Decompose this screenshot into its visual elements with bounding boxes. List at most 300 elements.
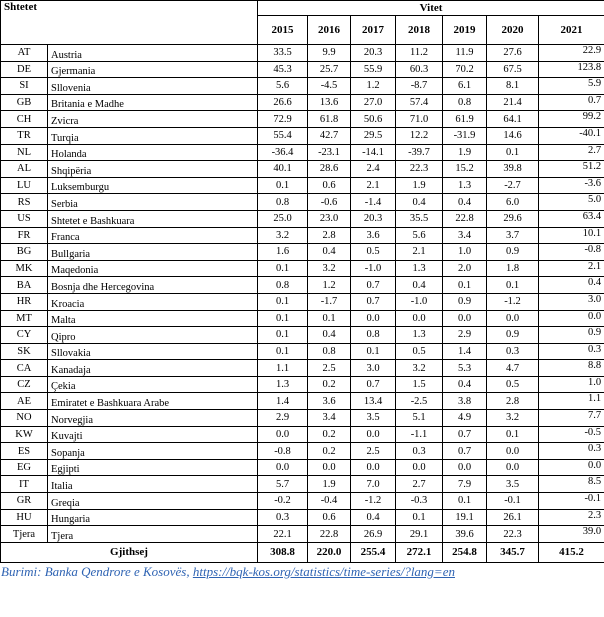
country-code: AL (1, 161, 48, 178)
value-cell: 0.7 (443, 426, 487, 443)
source-note (0, 563, 604, 580)
value-cell: -1.2 (487, 293, 539, 310)
value-cell: -23.1 (308, 144, 351, 161)
total-value-cell: 308.8 (258, 542, 308, 562)
value-cell: 7.9 (443, 476, 487, 493)
country-code: ES (1, 443, 48, 460)
value-cell: 0.2 (308, 426, 351, 443)
value-cell: 0.0 (443, 310, 487, 327)
value-cell: 1.9 (308, 476, 351, 493)
value-cell: 22.3 (487, 526, 539, 543)
value-cell: 1.9 (396, 177, 443, 194)
value-cell: 0.1 (308, 310, 351, 327)
total-value-cell: 272.1 (396, 542, 443, 562)
value-cell: 1.4 (443, 343, 487, 360)
value-cell: 11.2 (396, 45, 443, 62)
value-cell: 22.8 (308, 526, 351, 543)
value-cell: 0.0 (351, 310, 396, 327)
country-name: Sllovakia (48, 343, 258, 360)
country-name: Shqipëria (48, 161, 258, 178)
value-cell: -8.7 (396, 78, 443, 95)
country-code: KW (1, 426, 48, 443)
value-cell: -0.8 (539, 244, 604, 261)
value-cell: 3.6 (351, 227, 396, 244)
value-cell: 0.9 (487, 244, 539, 261)
value-cell: 21.4 (487, 94, 539, 111)
value-cell: 8.1 (487, 78, 539, 95)
value-cell: 0.7 (539, 94, 604, 111)
table-row (1, 327, 604, 344)
value-cell: 0.2 (308, 376, 351, 393)
value-cell: 2.7 (539, 144, 604, 161)
country-name: Tjera (48, 526, 258, 543)
value-cell: 57.4 (396, 94, 443, 111)
value-cell: 0.1 (258, 293, 308, 310)
total-value-cell: 220.0 (308, 542, 351, 562)
table-row (1, 509, 604, 526)
value-cell: -4.5 (308, 78, 351, 95)
value-cell: 61.9 (443, 111, 487, 128)
total-value-cell: 415.2 (539, 542, 604, 562)
value-cell: 3.2 (396, 360, 443, 377)
value-cell: 2.1 (396, 244, 443, 261)
value-cell: 40.1 (258, 161, 308, 178)
value-cell: 0.9 (539, 327, 604, 344)
value-cell: 60.3 (396, 61, 443, 78)
table-row (1, 459, 604, 476)
value-cell: -2.5 (396, 393, 443, 410)
value-cell: 0.1 (487, 426, 539, 443)
value-cell: 6.1 (443, 78, 487, 95)
country-name: Qipro (48, 327, 258, 344)
value-cell: 1.1 (539, 393, 604, 410)
country-code: NO (1, 410, 48, 427)
value-cell: 27.6 (487, 45, 539, 62)
country-name: Bullgaria (48, 244, 258, 261)
year-header: 2017 (351, 16, 396, 45)
value-cell: 50.6 (351, 111, 396, 128)
value-cell: 11.9 (443, 45, 487, 62)
value-cell: 27.0 (351, 94, 396, 111)
value-cell: 0.1 (258, 310, 308, 327)
value-cell: 0.0 (308, 459, 351, 476)
value-cell: 0.9 (443, 293, 487, 310)
value-cell: -0.3 (396, 493, 443, 510)
country-name: Çekia (48, 376, 258, 393)
table-row (1, 78, 604, 95)
source-link[interactable]: https://bqk-kos.org/statistics/time-series/?lang=en (192, 563, 455, 579)
value-cell: 26.1 (487, 509, 539, 526)
value-cell: 22.8 (443, 210, 487, 227)
country-code: FR (1, 227, 48, 244)
value-cell: -1.2 (351, 493, 396, 510)
country-code: MT (1, 310, 48, 327)
value-cell: 20.3 (351, 45, 396, 62)
value-cell: 0.0 (396, 310, 443, 327)
value-cell: 0.6 (308, 177, 351, 194)
value-cell: 0.0 (539, 459, 604, 476)
value-cell: 13.4 (351, 393, 396, 410)
value-cell: 5.6 (258, 78, 308, 95)
value-cell: -1.0 (396, 293, 443, 310)
table-row (1, 144, 604, 161)
value-cell: 15.2 (443, 161, 487, 178)
value-cell: 0.1 (443, 493, 487, 510)
table-body (1, 45, 604, 563)
country-code: EG (1, 459, 48, 476)
country-name: Bosnja dhe Hercegovina (48, 277, 258, 294)
value-cell: 2.9 (258, 410, 308, 427)
country-code: GR (1, 493, 48, 510)
value-cell: 70.2 (443, 61, 487, 78)
value-cell: -1.1 (396, 426, 443, 443)
table-row (1, 227, 604, 244)
value-cell: -40.1 (539, 127, 604, 144)
value-cell: 0.1 (258, 327, 308, 344)
value-cell: 0.0 (487, 310, 539, 327)
country-code: RS (1, 194, 48, 211)
value-cell: -0.4 (308, 493, 351, 510)
country-column-header: Shtetet (1, 1, 258, 45)
table-row (1, 61, 604, 78)
value-cell: 3.5 (487, 476, 539, 493)
value-cell: 0.4 (443, 376, 487, 393)
value-cell: 3.2 (308, 260, 351, 277)
value-cell: 0.8 (258, 194, 308, 211)
country-code: SK (1, 343, 48, 360)
country-name: Shtetet e Bashkuara (48, 210, 258, 227)
value-cell: 0.0 (539, 310, 604, 327)
value-cell: 2.8 (308, 227, 351, 244)
country-code: CA (1, 360, 48, 377)
value-cell: 64.1 (487, 111, 539, 128)
value-cell: 0.2 (308, 443, 351, 460)
year-header: 2018 (396, 16, 443, 45)
value-cell: 0.7 (443, 443, 487, 460)
value-cell: 55.4 (258, 127, 308, 144)
table-row (1, 260, 604, 277)
country-code: NL (1, 144, 48, 161)
value-cell: 1.2 (308, 277, 351, 294)
country-name: Franca (48, 227, 258, 244)
table-row (1, 111, 604, 128)
value-cell: 71.0 (396, 111, 443, 128)
value-cell: -0.6 (308, 194, 351, 211)
value-cell: -2.7 (487, 177, 539, 194)
value-cell: 0.7 (351, 376, 396, 393)
table-row (1, 493, 604, 510)
value-cell: 63.4 (539, 210, 604, 227)
year-header: 2015 (258, 16, 308, 45)
value-cell: 10.1 (539, 227, 604, 244)
value-cell: 22.1 (258, 526, 308, 543)
value-cell: 2.7 (396, 476, 443, 493)
value-cell: 0.4 (396, 277, 443, 294)
country-name: Kroacia (48, 293, 258, 310)
country-name: Hungaria (48, 509, 258, 526)
value-cell: 5.1 (396, 410, 443, 427)
table-row (1, 376, 604, 393)
country-name: Sopanja (48, 443, 258, 460)
country-name: Gjermania (48, 61, 258, 78)
value-cell: 39.8 (487, 161, 539, 178)
value-cell: 0.1 (258, 260, 308, 277)
country-name: Egjipti (48, 459, 258, 476)
value-cell: 2.3 (539, 509, 604, 526)
value-cell: -0.8 (258, 443, 308, 460)
value-cell: 3.2 (258, 227, 308, 244)
total-row (1, 542, 604, 562)
value-cell: 3.8 (443, 393, 487, 410)
value-cell: 3.6 (308, 393, 351, 410)
value-cell: 4.7 (487, 360, 539, 377)
value-cell: 0.8 (308, 343, 351, 360)
country-code: BG (1, 244, 48, 261)
country-code: GB (1, 94, 48, 111)
country-code: CY (1, 327, 48, 344)
country-code: LU (1, 177, 48, 194)
value-cell: 5.7 (258, 476, 308, 493)
value-cell: 0.1 (258, 177, 308, 194)
country-name: Italia (48, 476, 258, 493)
table-row (1, 443, 604, 460)
value-cell: 0.7 (351, 293, 396, 310)
value-cell: 42.7 (308, 127, 351, 144)
table-row (1, 293, 604, 310)
country-code: IT (1, 476, 48, 493)
value-cell: -0.2 (258, 493, 308, 510)
value-cell: 6.0 (487, 194, 539, 211)
value-cell: 61.8 (308, 111, 351, 128)
value-cell: -1.0 (351, 260, 396, 277)
table-row (1, 277, 604, 294)
value-cell: 1.8 (487, 260, 539, 277)
country-name: Serbia (48, 194, 258, 211)
value-cell: 0.0 (258, 459, 308, 476)
value-cell: 1.3 (396, 327, 443, 344)
value-cell: 8.8 (539, 360, 604, 377)
year-header: 2019 (443, 16, 487, 45)
value-cell: 22.9 (539, 45, 604, 62)
value-cell: 72.9 (258, 111, 308, 128)
table-row (1, 410, 604, 427)
country-name: Zvicra (48, 111, 258, 128)
value-cell: 0.3 (539, 443, 604, 460)
value-cell: 1.1 (258, 360, 308, 377)
value-cell: 20.3 (351, 210, 396, 227)
value-cell: 0.3 (396, 443, 443, 460)
value-cell: 0.4 (351, 509, 396, 526)
value-cell: 5.9 (539, 78, 604, 95)
value-cell: 29.5 (351, 127, 396, 144)
total-value-cell: 255.4 (351, 542, 396, 562)
value-cell: 5.0 (539, 194, 604, 211)
table-row (1, 310, 604, 327)
value-cell: -36.4 (258, 144, 308, 161)
table-row (1, 210, 604, 227)
value-cell: 0.0 (443, 459, 487, 476)
value-cell: 0.5 (396, 343, 443, 360)
table-row (1, 45, 604, 62)
country-code: CH (1, 111, 48, 128)
year-header: 2016 (308, 16, 351, 45)
value-cell: 25.7 (308, 61, 351, 78)
value-cell: 0.4 (308, 244, 351, 261)
value-cell: 0.3 (539, 343, 604, 360)
value-cell: 0.3 (487, 343, 539, 360)
country-name: Britania e Madhe (48, 94, 258, 111)
value-cell: 0.1 (443, 277, 487, 294)
country-code: TR (1, 127, 48, 144)
table-row (1, 343, 604, 360)
value-cell: 0.5 (487, 376, 539, 393)
country-name: Emiratet e Bashkuara Arabe (48, 393, 258, 410)
value-cell: 1.0 (539, 376, 604, 393)
country-name: Norvegjia (48, 410, 258, 427)
country-code: Tjera (1, 526, 48, 543)
table-row (1, 161, 604, 178)
country-code: US (1, 210, 48, 227)
value-cell: 0.0 (396, 459, 443, 476)
table-row (1, 393, 604, 410)
value-cell: 1.3 (396, 260, 443, 277)
value-cell: 3.0 (351, 360, 396, 377)
value-cell: 0.0 (351, 459, 396, 476)
value-cell: 0.0 (258, 426, 308, 443)
years-group-header: Vitet (258, 1, 604, 16)
country-code: AE (1, 393, 48, 410)
value-cell: 23.0 (308, 210, 351, 227)
value-cell: 1.3 (443, 177, 487, 194)
total-value-cell: 254.8 (443, 542, 487, 562)
value-cell: 0.4 (396, 194, 443, 211)
country-code: DE (1, 61, 48, 78)
value-cell: 14.6 (487, 127, 539, 144)
value-cell: 7.0 (351, 476, 396, 493)
value-cell: 0.5 (351, 244, 396, 261)
country-name: Greqia (48, 493, 258, 510)
value-cell: 0.0 (487, 443, 539, 460)
value-cell: 1.0 (443, 244, 487, 261)
value-cell: 4.9 (443, 410, 487, 427)
value-cell: 2.1 (351, 177, 396, 194)
table-row (1, 194, 604, 211)
value-cell: 0.9 (487, 327, 539, 344)
value-cell: 2.9 (443, 327, 487, 344)
total-label: Gjithsej (1, 542, 258, 562)
table-row (1, 360, 604, 377)
value-cell: 2.1 (539, 260, 604, 277)
value-cell: 2.4 (351, 161, 396, 178)
value-cell: 26.9 (351, 526, 396, 543)
country-code: HR (1, 293, 48, 310)
value-cell: 123.8 (539, 61, 604, 78)
value-cell: 26.6 (258, 94, 308, 111)
value-cell: 0.1 (396, 509, 443, 526)
value-cell: 99.2 (539, 111, 604, 128)
value-cell: 0.1 (351, 343, 396, 360)
value-cell: 0.0 (351, 426, 396, 443)
country-code: MK (1, 260, 48, 277)
country-code: AT (1, 45, 48, 62)
value-cell: -0.1 (487, 493, 539, 510)
country-name: Sllovenia (48, 78, 258, 95)
source-prefix: Burimi: Banka Qendrore e Kosovës, (1, 563, 193, 579)
country-name: Austria (48, 45, 258, 62)
country-code: CZ (1, 376, 48, 393)
value-cell: 2.0 (443, 260, 487, 277)
value-cell: -1.4 (351, 194, 396, 211)
value-cell: -31.9 (443, 127, 487, 144)
value-cell: 1.9 (443, 144, 487, 161)
value-cell: 19.1 (443, 509, 487, 526)
country-code: SI (1, 78, 48, 95)
value-cell: 5.6 (396, 227, 443, 244)
country-name: Kanadaja (48, 360, 258, 377)
country-name: Kuvajti (48, 426, 258, 443)
value-cell: 2.5 (308, 360, 351, 377)
value-cell: -0.5 (539, 426, 604, 443)
country-name: Turqia (48, 127, 258, 144)
value-cell: 3.4 (308, 410, 351, 427)
value-cell: 1.3 (258, 376, 308, 393)
value-cell: 0.4 (308, 327, 351, 344)
value-cell: 0.1 (487, 144, 539, 161)
table-row (1, 426, 604, 443)
value-cell: -0.1 (539, 493, 604, 510)
year-header: 2021 (539, 16, 604, 45)
table-row (1, 244, 604, 261)
value-cell: -1.7 (308, 293, 351, 310)
value-cell: 2.5 (351, 443, 396, 460)
country-name: Maqedonia (48, 260, 258, 277)
country-name: Holanda (48, 144, 258, 161)
country-name: Malta (48, 310, 258, 327)
value-cell: 5.3 (443, 360, 487, 377)
value-cell: 29.6 (487, 210, 539, 227)
value-cell: 3.4 (443, 227, 487, 244)
value-cell: 22.3 (396, 161, 443, 178)
value-cell: 9.9 (308, 45, 351, 62)
value-cell: 0.8 (258, 277, 308, 294)
value-cell: 0.8 (443, 94, 487, 111)
value-cell: 0.3 (258, 509, 308, 526)
value-cell: -14.1 (351, 144, 396, 161)
value-cell: 0.6 (308, 509, 351, 526)
value-cell: 67.5 (487, 61, 539, 78)
value-cell: 45.3 (258, 61, 308, 78)
value-cell: 1.6 (258, 244, 308, 261)
value-cell: 1.4 (258, 393, 308, 410)
country-code: BA (1, 277, 48, 294)
value-cell: 28.6 (308, 161, 351, 178)
value-cell: 3.2 (487, 410, 539, 427)
value-cell: 13.6 (308, 94, 351, 111)
value-cell: 39.0 (539, 526, 604, 543)
value-cell: 51.2 (539, 161, 604, 178)
value-cell: 8.5 (539, 476, 604, 493)
table-row (1, 526, 604, 543)
value-cell: 2.8 (487, 393, 539, 410)
country-name: Luksemburgu (48, 177, 258, 194)
value-cell: 0.7 (351, 277, 396, 294)
value-cell: 3.0 (539, 293, 604, 310)
value-cell: 35.5 (396, 210, 443, 227)
value-cell: 0.4 (443, 194, 487, 211)
value-cell: 0.4 (539, 277, 604, 294)
value-cell: 33.5 (258, 45, 308, 62)
value-cell: 55.9 (351, 61, 396, 78)
